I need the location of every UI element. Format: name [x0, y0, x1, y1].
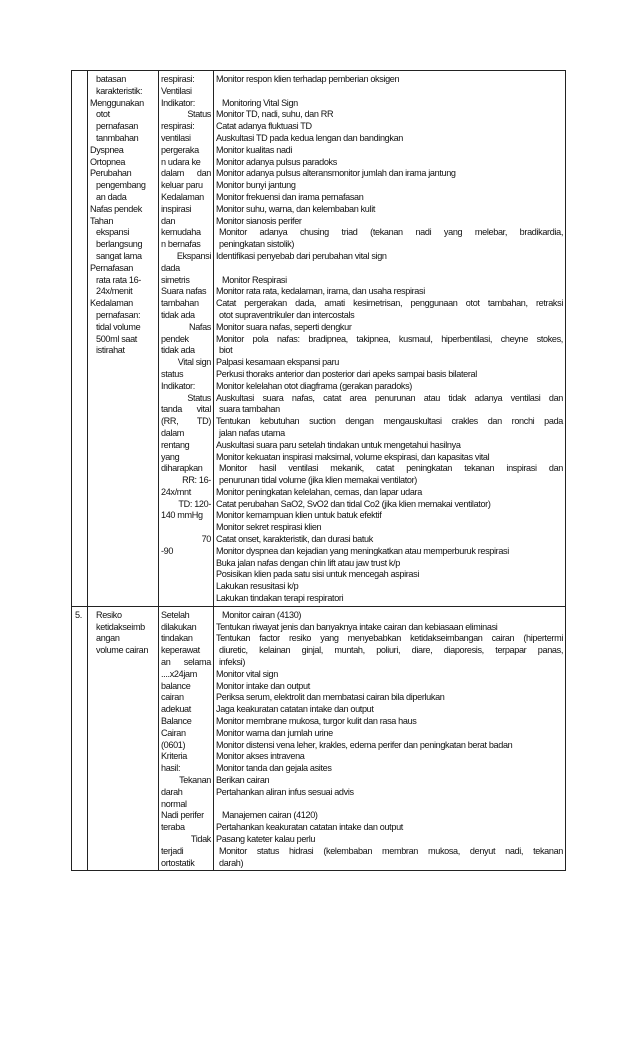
- text-line: Nafas pendek: [90, 203, 142, 214]
- text-line: Monitor kemampuan klien untuk batuk efektif: [216, 510, 382, 521]
- text-line: Catat pergerakan dada, amati kesimetrisan, penggunaan otot tambahan, retraksi: [216, 298, 563, 309]
- text-line: an selama: [161, 657, 211, 668]
- text-line: dalam: [161, 427, 185, 438]
- text-line: keperawat: [161, 645, 200, 656]
- text-line: Monitor suara nafas, seperti dengkur: [216, 321, 352, 332]
- text-line: Nadi perifer: [161, 810, 204, 821]
- text-line: Perkusi thoraks anterior dan posterior dari apeks sampai basis bilateral: [216, 368, 477, 379]
- text-line: Monitor status hidrasi (kelembaban membran mukosa, denyut nadi, tekanan: [219, 845, 563, 856]
- text-line: Kedalaman: [90, 298, 133, 309]
- text-line: Monitor cairan (4130): [222, 609, 302, 620]
- text-line: kemudaha: [161, 227, 201, 238]
- text-line: Monitor vital sign: [216, 668, 278, 679]
- row-number-cell: [72, 71, 88, 607]
- text-line: dilakukan: [161, 621, 197, 632]
- text-line: Auskultasi TD pada kedua lengan dan bandingkan: [216, 132, 403, 143]
- text-line: Indikator:: [161, 97, 195, 108]
- text-line: Tidak: [190, 834, 211, 844]
- text-line: diuretic, kelainan ginjal, muntah, poliuri, diare, diaporesis, terpapar panas,: [219, 645, 563, 656]
- text-line: Monitor adanya pulsus paradoks: [216, 156, 337, 167]
- text-line: RR: 16-: [182, 475, 211, 486]
- text-line: respirasi:: [161, 121, 195, 132]
- text-line: tidak ada: [161, 309, 195, 320]
- text-line: terjadi: [161, 845, 184, 856]
- text-line: batasan: [96, 74, 126, 84]
- text-line: Pertahankan keakuratan catatan intake dan output: [216, 822, 403, 833]
- text-line: adekuat: [161, 704, 191, 715]
- text-line: Monitor rata rata, kedalaman, irama, dan usaha respirasi: [216, 286, 425, 297]
- text-line: tindakan: [161, 633, 193, 644]
- text-line: Kriteria: [161, 751, 188, 762]
- text-line: Resiko: [96, 609, 122, 620]
- text-line: Status: [187, 392, 211, 403]
- text-line: Catat onset, karakteristik, dan durasi batuk: [216, 534, 373, 545]
- text-line: istirahat: [96, 345, 125, 356]
- text-line: darah): [219, 857, 244, 868]
- text-line: Monitor Respirasi: [222, 274, 287, 285]
- text-line: Pernafasan: [90, 262, 134, 273]
- text-line: Monitor sianosis perifer: [216, 215, 302, 226]
- text-line: [161, 522, 211, 534]
- text-line: Cairan: [161, 727, 186, 738]
- text-line: Tentukan riwayat jenis dan banyaknya intake cairan dan kebiasaan eliminasi: [216, 621, 498, 632]
- text-line: n udara ke: [161, 156, 201, 167]
- text-line: respirasi:: [161, 74, 195, 84]
- text-line: Identifikasi penyebab dari perubahan vital sign: [216, 250, 387, 261]
- text-line: Lakukan tindakan terapi respiratori: [216, 593, 344, 604]
- text-line: Monitor intake dan output: [216, 680, 310, 691]
- text-line: Posisikan klien pada satu sisi untuk mencegah aspirasi: [216, 569, 420, 580]
- text-line: Lakukan resusitasi k/p: [216, 581, 299, 592]
- text-line: 140 mmHg: [161, 510, 203, 521]
- text-line: peningkatan sistolik): [219, 239, 295, 250]
- text-line: pergeraka: [161, 144, 199, 155]
- text-line: ventilasi: [161, 132, 191, 143]
- text-line: Catat perubahan SaO2, SvO2 dan tidal Co2 (jika klien memakai ventilator): [216, 498, 491, 509]
- text-line: Monitor membrane mukosa, turgor kulit dan rasa haus: [216, 716, 417, 727]
- text-line: Perubahan: [90, 168, 132, 179]
- text-line: Monitor hasil ventilasi mekanik, catat peningkatan tekanan inspirasi dan: [219, 463, 563, 474]
- text-line: Tentukan kebutuhan suction dengan mengauskultasi crakles dan ronchi pada: [216, 416, 563, 427]
- text-line: Periksa serum, elektrolit dan membatasi cairan bila diperlukan: [216, 692, 445, 703]
- text-line: an dada: [96, 191, 127, 202]
- text-line: suara tambahan: [219, 404, 280, 415]
- text-line: pernafasan:: [96, 309, 141, 320]
- text-line: Setelah: [161, 609, 190, 620]
- text-line: angan: [96, 633, 120, 644]
- text-line: otot supraventrikuler dan intercostals: [219, 309, 355, 320]
- text-line: Monitor adanya pulsus alteransmonitor jumlah dan irama jantung: [216, 168, 456, 179]
- text-line: otot: [96, 109, 110, 120]
- text-line: Tekanan: [179, 775, 211, 786]
- text-line: volume cairan: [96, 645, 149, 656]
- text-line: [216, 86, 563, 98]
- text-line: Status: [187, 109, 211, 120]
- text-line: tanmbahan: [96, 132, 139, 143]
- text-line: pengembang: [96, 180, 146, 191]
- text-line: ortostatik: [161, 857, 195, 868]
- text-line: karakteristik:: [96, 85, 143, 96]
- row-number-cell: 5.: [72, 606, 88, 871]
- text-line: hasil:: [161, 763, 181, 774]
- text-line: sangat lama: [96, 250, 142, 261]
- text-line: Berikan cairan: [216, 775, 270, 786]
- text-line: 24x/menit: [96, 286, 133, 297]
- text-line: penurunan tidal volume (jika klien memakai ventilator): [219, 475, 417, 486]
- text-line: Tentukan factor resiko yang menyebabkan ketidakseimbangan cairan (hipertermi: [216, 633, 563, 644]
- text-line: normal: [161, 798, 187, 809]
- diagnosis-cell: [88, 71, 159, 607]
- goal-cell: [159, 606, 214, 871]
- text-line: dalam dan: [161, 168, 211, 179]
- text-line: Pertahankan aliran infus sesuai advis: [216, 786, 354, 797]
- text-line: [216, 799, 563, 811]
- text-line: Auskultasi suara paru setelah tindakan untuk mengetahui hasilnya: [216, 439, 461, 450]
- text-line: Nafas: [188, 321, 211, 332]
- text-line: Monitor kualitas nadi: [216, 144, 293, 155]
- goal-cell: [159, 71, 214, 607]
- diagnosis-cell: [88, 606, 159, 871]
- text-line: dada: [161, 262, 180, 273]
- text-line: Monitor kelelahan otot diagframa (gerakan paradoks): [216, 380, 412, 391]
- text-line: yang: [161, 451, 180, 462]
- text-line: tanda vital: [161, 404, 211, 415]
- text-line: Monitor warna dan jumlah urine: [216, 727, 333, 738]
- table-row: [72, 606, 566, 871]
- text-line: n bernafas: [161, 239, 201, 250]
- text-line: Monitor distensi vena leher, krakles, edema perifer dan peningkatan berat badan: [216, 739, 513, 750]
- text-line: 500ml saat: [96, 333, 137, 344]
- text-line: Ventilasi: [161, 85, 192, 96]
- text-line: Palpasi kesamaan ekspansi paru: [216, 357, 339, 368]
- text-line: inspirasi: [161, 203, 192, 214]
- text-line: Ekspansi: [176, 250, 211, 261]
- text-line: TD: 120-: [178, 498, 211, 509]
- text-line: (0601): [161, 739, 186, 750]
- care-plan-table: [71, 70, 566, 871]
- text-line: balance: [161, 680, 191, 691]
- text-line: pendek: [161, 333, 189, 344]
- text-line: Tahan: [90, 215, 114, 226]
- text-line: Suara nafas: [161, 286, 207, 297]
- text-line: jalan nafas utama: [219, 427, 285, 438]
- text-line: darah: [161, 786, 183, 797]
- text-line: (RR, TD): [161, 416, 211, 427]
- intervention-cell: [214, 606, 566, 871]
- text-line: Manajemen cairan (4120): [222, 810, 318, 821]
- table-row: [72, 71, 566, 607]
- text-line: Monitor suhu, warna, dan kelembaban kulit: [216, 203, 376, 214]
- text-line: 24x/mnt: [161, 486, 191, 497]
- text-line: Monitor frekuensi dan irama pernafasan: [216, 191, 364, 202]
- text-line: Monitor sekret respirasi klien: [216, 522, 322, 533]
- text-line: biot: [219, 345, 233, 356]
- text-line: Monitor kekuatan inspirasi maksimal, volume ekspirasi, dan kapasitas vital: [216, 451, 490, 462]
- text-line: berlangsung: [96, 239, 143, 250]
- text-line: Vital sign: [177, 357, 211, 368]
- text-line: Menggunakan: [90, 97, 144, 108]
- care-plan-body: [72, 71, 566, 871]
- text-line: Buka jalan nafas dengan chin lift atau jaw trust k/p: [216, 557, 401, 568]
- text-line: rata rata 16-: [96, 274, 141, 285]
- text-line: cairan: [161, 692, 184, 703]
- text-line: rentang: [161, 439, 190, 450]
- text-line: ekspansi: [96, 227, 130, 238]
- text-line: pernafasan: [96, 121, 139, 132]
- text-line: Kedalaman: [161, 191, 204, 202]
- text-line: Dyspnea: [90, 144, 124, 155]
- text-line: diharapkan: [161, 463, 203, 474]
- text-line: Monitor tanda dan gejala asites: [216, 763, 332, 774]
- text-line: ketidakseimb: [96, 621, 145, 632]
- text-line: dan: [161, 215, 176, 226]
- text-line: Auskultasi suara nafas, catat area penurunan atau tidak adanya ventilasi dan: [216, 392, 563, 403]
- text-line: Monitor peningkatan kelelahan, cemas, dan lapar udara: [216, 486, 422, 497]
- text-line: Monitor TD, nadi, suhu, dan RR: [216, 109, 334, 120]
- text-line: Monitoring Vital Sign: [222, 97, 298, 108]
- text-line: tambahan: [161, 298, 199, 309]
- text-line: Monitor dyspnea dan kejadian yang meningkatkan atau memperburuk respirasi: [216, 545, 509, 556]
- text-line: Monitor pola nafas: bradipnea, takipnea, kusmaul, hiperbentilasi, cheyne stokes,: [216, 333, 563, 344]
- text-line: tidak ada: [161, 345, 195, 356]
- text-line: keluar paru: [161, 180, 203, 191]
- text-line: Monitor adanya chusing triad (tekanan nadi yang melebar, bradikardia,: [219, 227, 563, 238]
- text-line: infeksi): [219, 657, 246, 668]
- intervention-cell: [214, 71, 566, 607]
- text-line: Catat adanya fluktuasi TD: [216, 121, 312, 132]
- text-line: tidal volume: [96, 321, 141, 332]
- text-line: Jaga keakuratan catatan intake dan output: [216, 704, 374, 715]
- text-line: Monitor respon klien terhadap pemberian oksigen: [216, 74, 400, 84]
- text-line: Ortopnea: [90, 156, 126, 167]
- text-line: Pasang kateter kalau perlu: [216, 834, 316, 844]
- text-line: simetris: [161, 274, 190, 285]
- text-line: Monitor akses intravena: [216, 751, 305, 762]
- text-line: Indikator:: [161, 380, 195, 391]
- text-line: [216, 263, 563, 275]
- text-line: ....x24jam: [161, 668, 197, 679]
- text-line: teraba: [161, 822, 185, 833]
- text-line: status: [161, 368, 184, 379]
- text-line: 70: [201, 534, 211, 545]
- text-line: Monitor bunyi jantung: [216, 180, 296, 191]
- text-line: Balance: [161, 716, 192, 727]
- text-line: -90: [161, 545, 174, 556]
